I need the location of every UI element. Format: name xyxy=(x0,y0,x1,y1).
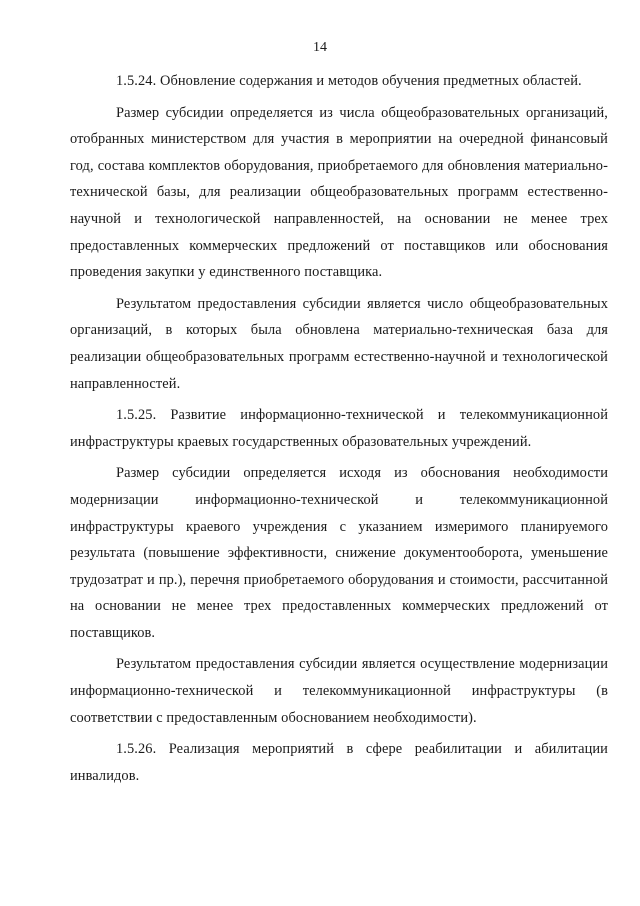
paragraph-subsidy-result-1: Результатом предоставления субсидии является число общеобразовательных организаций, в которых была обновлена материально-техническая база для реализации общеобразовательных программ естественно-научной и технологической направленностей. xyxy=(70,295,608,392)
paragraph-subsidy-size-1: Размер субсидии определяется из числа общеобразовательных организаций, отобранных министерством для участия в мероприятии на очередной финансовый год, состава комплектов оборудования, приобретаемого для обновления материально-технической базы, для реализации общеобразовательных программ естественно-научной и технологической направленностей, на основании не менее трех предоставленных коммерческих предложений от поставщиков или обоснования проведения закупки у единственного поставщика. xyxy=(70,104,608,281)
paragraph-1-5-25-heading: 1.5.25. Развитие информационно-технической и телекоммуникационной инфраструктуры краевых государственных образовательных учреждений. xyxy=(70,407,608,450)
paragraph-subsidy-result-2: Результатом предоставления субсидии является осуществление модернизации информационно-технической и телекоммуникационной инфраструктуры (в соответствии с предоставленным обоснованием необходимости). xyxy=(70,656,608,726)
paragraph-1-5-26-heading: 1.5.26. Реализация мероприятий в сфере реабилитации и абилитации инвалидов. xyxy=(70,741,608,784)
page-number: 14 xyxy=(313,40,327,55)
paragraph-subsidy-size-2: Размер субсидии определяется исходя из обоснования необходимости модернизации информационно-технической и телекоммуникационной инфраструктуры краевого учреждения с указанием измеримого планируемого результата (повышение эффективности, снижение документооборота, уменьшение трудозатрат и пр.), перечня приобретаемого оборудования и стоимости, рассчитанной на основании не менее трех предоставленных коммерческих предложений от поставщиков. xyxy=(70,465,608,641)
document-body xyxy=(70,68,608,794)
paragraph-1-5-24-heading: 1.5.24. Обновление содержания и методов обучения предметных областей. xyxy=(116,73,582,89)
